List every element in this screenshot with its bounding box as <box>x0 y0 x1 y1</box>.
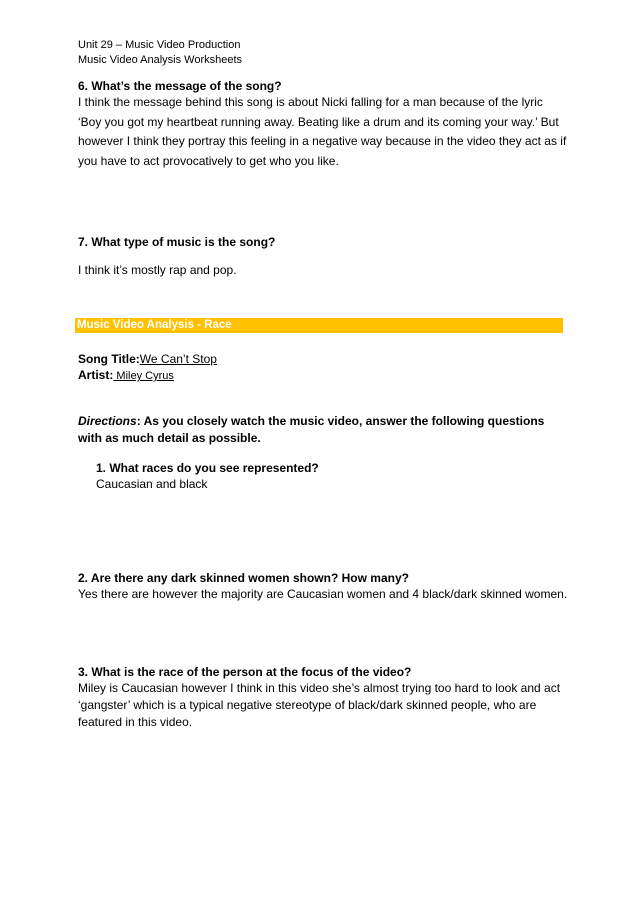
header-unit-title: Unit 29 – Music Video Production <box>78 39 241 51</box>
section-banner <box>75 318 563 333</box>
q7-answer: I think it’s mostly rap and pop. <box>78 263 237 277</box>
directions-text: : As you closely watch the music video, answer the following questions with as much detail as possible. <box>78 414 545 445</box>
directions-paragraph <box>78 413 548 447</box>
artist-line <box>78 367 174 384</box>
race-q1-answer: Caucasian and black <box>96 477 208 491</box>
race-q3-heading: 3. What is the race of the person at the focus of the video? <box>78 665 412 679</box>
song-title-label: Song Title: <box>78 352 140 366</box>
song-title-value: We Can’t Stop <box>139 352 217 366</box>
section-banner-title: Music Video Analysis - Race <box>77 319 232 331</box>
q6-heading: 6. What’s the message of the song? <box>78 79 282 93</box>
song-title-line <box>78 351 217 367</box>
race-q2-heading: 2. Are there any dark skinned women shown? How many? <box>78 571 409 585</box>
artist-label: Artist: <box>78 368 114 382</box>
race-q2-answer: Yes there are however the majority are Caucasian women and 4 black/dark skinned women. <box>78 587 568 601</box>
artist-value: Miley Cyrus <box>113 370 174 382</box>
race-q1-heading: 1. What races do you see represented? <box>96 461 319 475</box>
directions-label: Directions <box>78 414 137 428</box>
q6-answer: I think the message behind this song is about Nicki falling for a man because of the lyric ‘Boy you got my heartbeat running away. Beating like a drum and its coming your way.’ But however I think they portray this feeling in a negative way because in the video they act as if you have to act provocatively to get who you like. <box>78 95 567 168</box>
header-subtitle: Music Video Analysis Worksheets <box>78 54 243 66</box>
q7-heading: 7. What type of music is the song? <box>78 235 276 249</box>
race-q3-answer: Miley is Caucasian however I think in this video she’s almost trying too hard to look and act ‘gangster’ which is a typical negative stereotype of black/dark skinned people, who are featured in this video. <box>78 681 561 729</box>
